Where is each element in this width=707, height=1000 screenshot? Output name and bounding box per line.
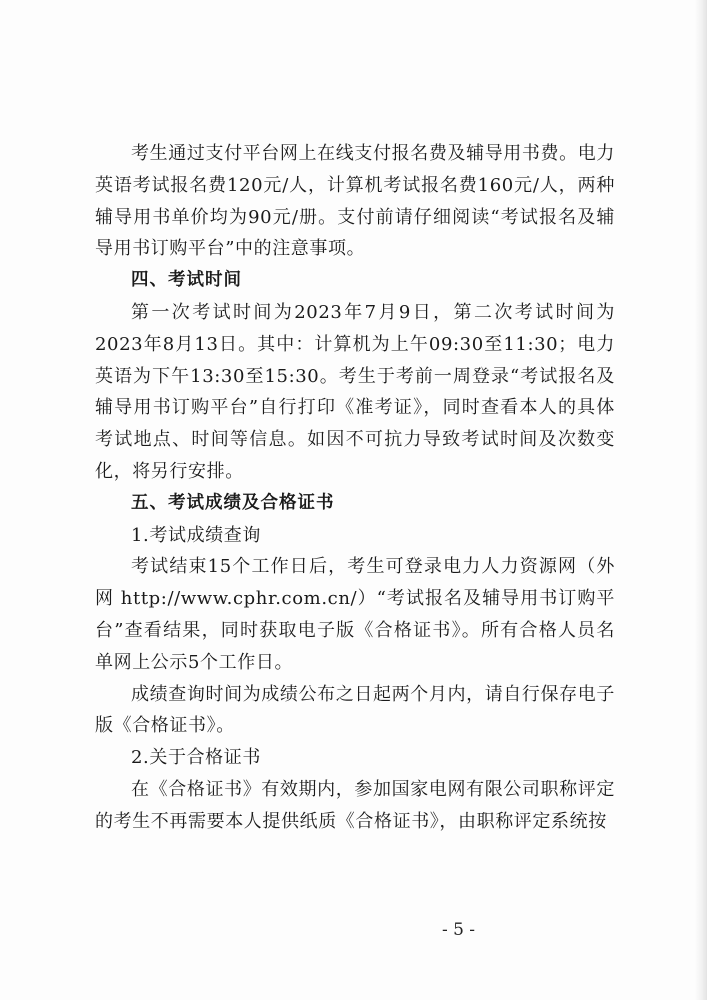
section-5-heading: 五、考试成绩及合格证书 xyxy=(131,492,335,513)
paragraph-payment: 考生通过支付平台网上在线支付报名费及辅导用书费。电力英语考试报名费120元/人，计算机考试报名费160元/人，两种辅导用书单价均为90元/册。支付前请仔细阅读“考试报名及辅导用书订购平台”中的注意事项。 xyxy=(95,143,615,260)
paragraph-query-period: 成绩查询时间为成绩公布之日起两个月内，请自行保存电子版《合格证书》。 xyxy=(95,683,615,737)
page-number: - 5 - xyxy=(441,920,476,940)
subsection-2-heading: 2.关于合格证书 xyxy=(131,747,261,769)
section-4-heading: 四、考试时间 xyxy=(131,270,242,291)
subsection-1-heading: 1.考试成绩查询 xyxy=(131,524,261,546)
page-edge-shadow xyxy=(695,0,707,1000)
document-body xyxy=(95,138,615,838)
paragraph-certificate: 在《合格证书》有效期内，参加国家电网有限公司职称评定的考生不再需要本人提供纸质《合格证书》，由职称评定系统按 xyxy=(95,778,615,832)
paragraph-exam-time: 第一次考试时间为2023年7月9日，第二次考试时间为2023年8月13日。其中：计算机为上午09:30至11:30；电力英语为下午13:30至15:30。考生于考前一周登录“考试报名及辅导用书订购平台”自行打印《准考证》，同时查看本人的具体考试地点、时间等信息。如因不可抗力导致考试时间及次数变化，将另行安排。 xyxy=(95,301,615,482)
paragraph-score-query: 考试结束15个工作日后，考生可登录电力人力资源网（外网 http://www.cphr.com.cn/）“考试报名及辅导用书订购平台”查看结果，同时获取电子版《合格证书》。所有合格人员名单网上公示5个工作日。 xyxy=(95,556,615,673)
